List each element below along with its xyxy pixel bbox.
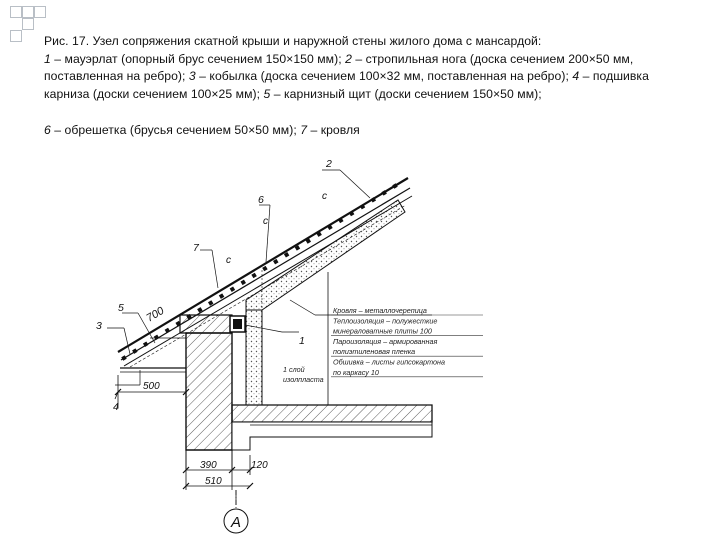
batten-mark (251, 273, 256, 278)
legend-line: Пароизоляция – армированная (333, 336, 438, 346)
mark-c: c (263, 216, 268, 227)
legend-line: Кровля – металлочерепица (333, 306, 427, 315)
layer-note (283, 365, 324, 384)
item-text: – мауэрлат (опорный брус сечением 150×150 мм); (50, 51, 346, 66)
item-text: – обрешетка (брусья сечением 50×50 мм); (50, 123, 301, 137)
callout-5: 5 (118, 302, 124, 314)
layer-note-line-1: 1 слой (283, 365, 305, 374)
callout-6: 6 (258, 194, 264, 206)
item-num: 7 (300, 123, 308, 137)
callout-1: 1 (299, 335, 305, 347)
caption-title: Рис. 17. Узел сопряжения скатной крыши и наружной стены жилого дома с мансардой: (44, 34, 542, 48)
dim-slope-700: 700 (144, 304, 167, 325)
dim-overhang-500: 500 (143, 381, 160, 392)
callout-3: 3 (96, 320, 102, 332)
item-num: 5 (263, 86, 271, 101)
item-num: 3 (188, 69, 196, 83)
layer-note-line-2: изолпласта (283, 375, 324, 384)
item-text: – стропильная нога (доска сечением 200×50 мм, поставленная на ребро); (44, 51, 634, 83)
item-text: – кобылка (доска сечением 100×32 мм, поставленная на ребро); (195, 69, 573, 83)
item-num: 4 (572, 69, 580, 83)
item-num: 6 (44, 123, 51, 137)
legend-line: Теплоизоляция – полужесткие (333, 316, 438, 326)
dim-wall-390: 390 (200, 460, 217, 471)
legend-line: полиэтиленовая пленка (333, 347, 416, 357)
mauerlat-beam (230, 316, 245, 332)
dim-total-510: 510 (205, 476, 222, 487)
batten-mark (154, 335, 159, 340)
mark-c: c (322, 191, 327, 202)
attic-insulation (246, 200, 405, 405)
legend-line: Обшивка – листы гипсокартона (333, 357, 445, 367)
callout-4: 4 (113, 401, 119, 413)
item-num: 1 (44, 51, 51, 66)
axis-label: А (230, 514, 242, 531)
item-text: – кровля (307, 123, 360, 137)
item-text: – карнизный щит (доски сечением 150×50 мм); (270, 86, 542, 101)
batten-mark (165, 328, 170, 333)
item-text: – подшивка карниза (доски сечением 100×25 мм); (44, 69, 649, 101)
callout-2: 2 (326, 158, 332, 170)
batten-mark (219, 293, 224, 298)
batten-mark (230, 286, 235, 291)
dim-gap-120: 120 (251, 460, 268, 471)
batten-mark (240, 280, 245, 285)
callout-7: 7 (193, 242, 199, 254)
legend-line: по каркасу 10 (333, 367, 379, 377)
batten-mark (262, 266, 267, 271)
material-legend (331, 306, 483, 377)
floor-slab (232, 405, 432, 450)
legend-line: минераловатные плиты 100 (333, 326, 432, 336)
mark-c: c (226, 255, 231, 266)
masonry-wall (180, 315, 232, 470)
item-num: 2 (345, 51, 352, 66)
